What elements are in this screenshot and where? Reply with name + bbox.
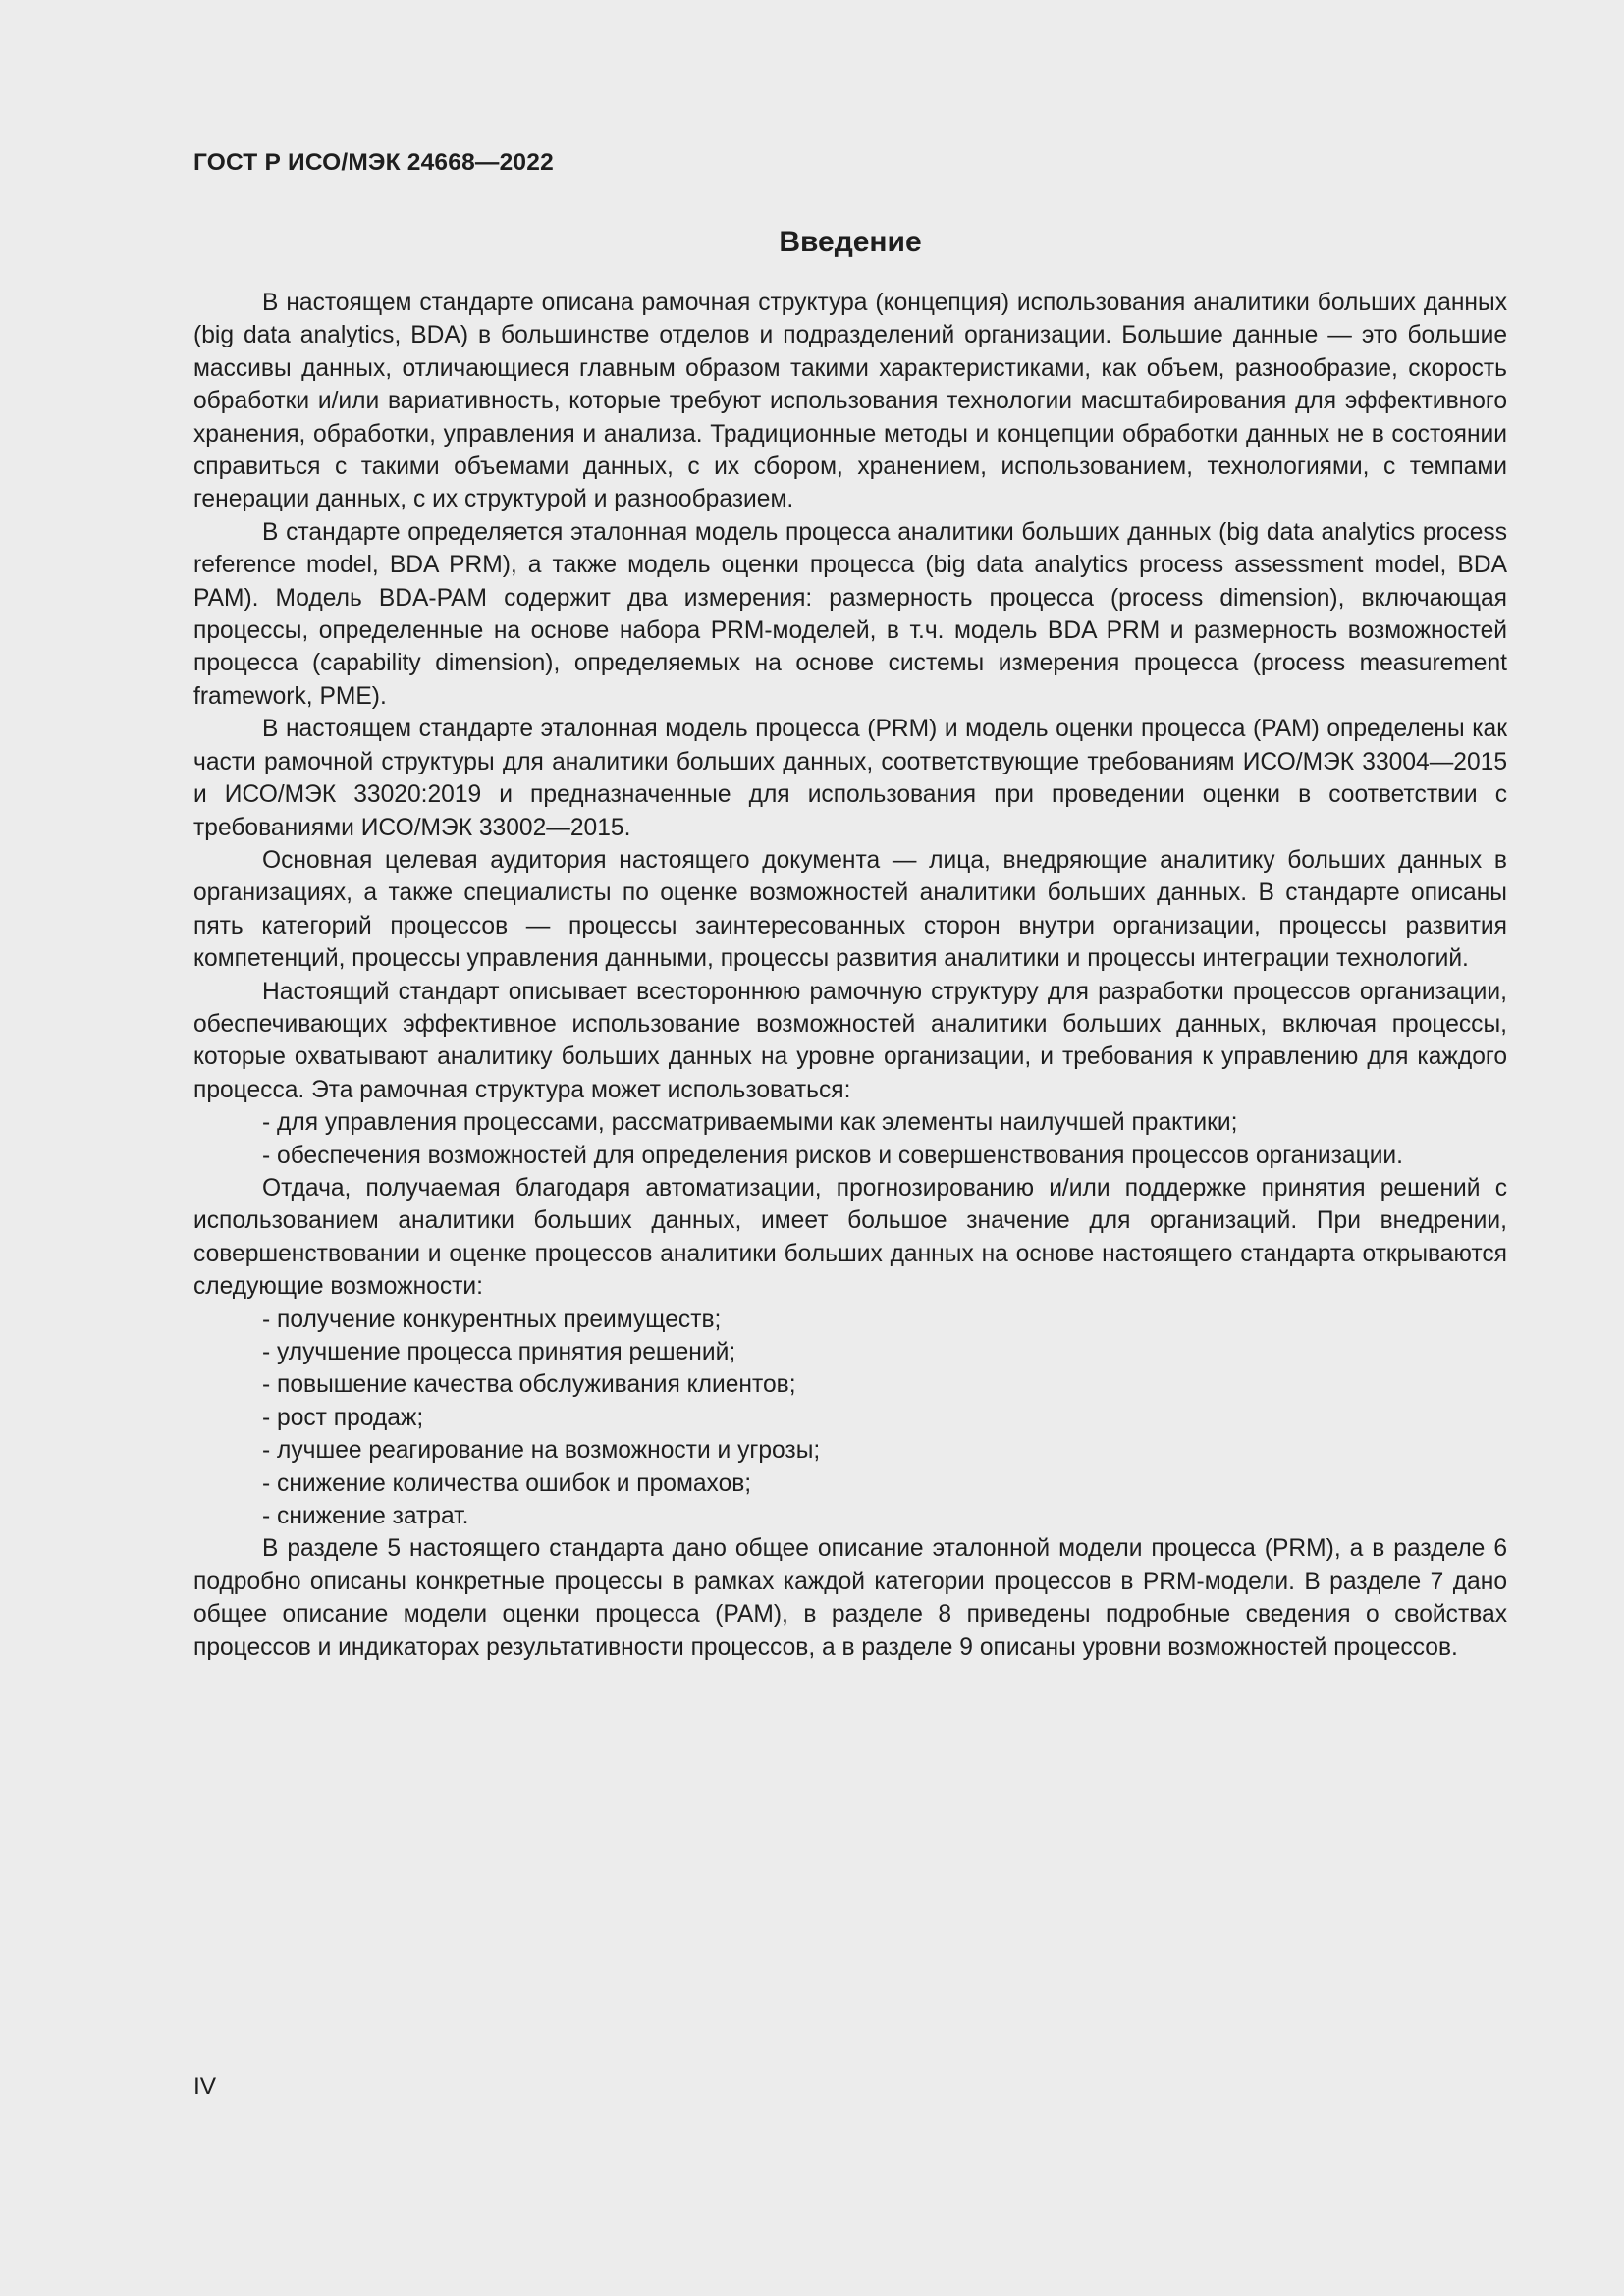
paragraph-prm-pam: В настоящем стандарте эталонная модель процесса (PRM) и модель оценки процесса (PAM) определены как части рамочной структуры для аналитики больших данных, соответствующие требованиям ИСО/МЭК 33004—2015 и ИСО/МЭК 33020:2019 и предназначенные для использования при проведении оценки в соответствии с требованиями ИСО/МЭК 33002—2015.: [193, 716, 1507, 841]
document-body: [193, 287, 1507, 1664]
list-item: - снижение затрат.: [262, 1503, 469, 1530]
page-number: IV: [193, 2073, 217, 2100]
list-item: - лучшее реагирование на возможности и угрозы;: [262, 1437, 821, 1465]
list-item: - повышение качества обслуживания клиентов;: [262, 1371, 796, 1399]
document-header: ГОСТ Р ИСО/МЭК 24668—2022: [193, 149, 554, 176]
list-item: - снижение количества ошибок и промахов;: [262, 1469, 752, 1497]
page-title: Введение: [779, 226, 922, 258]
paragraph-models: В стандарте определяется эталонная модель процесса аналитики больших данных (big data analytics process reference model, BDA PRM), а также модель оценки процесса (big data analytics process assessment model, BDA PAM). Модель BDA-PAM содержит два измерения: размерность процесса (process dimension), включающая процессы, определенные на основе набора PRM-моделей, в т.ч. модель BDA PRM и размерность возможностей процесса (capability dimension), определяемых на основе системы измерения процесса (process measurement framework, PME).: [193, 518, 1507, 710]
list-item: - рост продаж;: [262, 1404, 424, 1431]
list-item: - улучшение процесса принятия решений;: [262, 1339, 736, 1365]
list-item: - получение конкурентных преимуществ;: [262, 1306, 722, 1333]
paragraph-benefits: Отдача, получаемая благодаря автоматизации, прогнозированию и/или поддержке принятия решений с использованием аналитики больших данных, имеет большое значение для организаций. При внедрении, совершенствовании и оценке процессов аналитики больших данных на основе настоящего стандарта открываются следующие возможности:: [193, 1174, 1507, 1301]
paragraph-structure: В разделе 5 настоящего стандарта дано общее описание эталонной модели процесса (PRM), а в разделе 6 подробно описаны конкретные процессы в рамках каждой категории процессов в PRM-модели. В разделе 7 дано общее описание модели оценки процесса (PAM), в разделе 8 приведены подробные сведения о свойствах процессов и индикаторах результативности процессов, а в разделе 9 описаны уровни возможностей процессов.: [193, 1535, 1507, 1661]
list-item: - для управления процессами, рассматриваемыми как элементы наилучшей практики;: [262, 1109, 1238, 1137]
list-item: - обеспечения возможностей для определения рисков и совершенствования процессов организации.: [262, 1142, 1404, 1169]
paragraph-intro: В настоящем стандарте описана рамочная структура (концепция) использования аналитики больших данных (big data analytics, BDA) в большинстве отделов и подразделений организации. Большие данные — это большие массивы данных, отличающиеся главным образом такими характеристиками, как объем, разнообразие, скорость обработки и/или вариативность, которые требуют использования технологии масштабирования для эффективного хранения, обработки, управления и анализа. Традиционные методы и концепции обработки данных не в состоянии справиться с такими объемами данных, с их сбором, хранением, использованием, технологиями, с темпами генерации данных, с их структурой и разнообразием.: [193, 290, 1507, 513]
paragraph-audience: Основная целевая аудитория настоящего документа — лица, внедряющие аналитику больших данных в организациях, а также специалисты по оценке возможностей аналитики больших данных. В стандарте описаны пять категорий процессов — процессы заинтересованных сторон внутри организации, процессы развития компетенций, процессы управления данными, процессы развития аналитики и процессы интеграции технологий.: [193, 846, 1507, 973]
paragraph-framework: Настоящий стандарт описывает всестороннюю рамочную структуру для разработки процессов организации, обеспечивающих эффективное использование возможностей аналитики больших данных, включая процессы, которые охватывают аналитику больших данных на уровне организации, и требования к управлению для каждого процесса. Эта рамочная структура может использоваться:: [193, 978, 1507, 1103]
